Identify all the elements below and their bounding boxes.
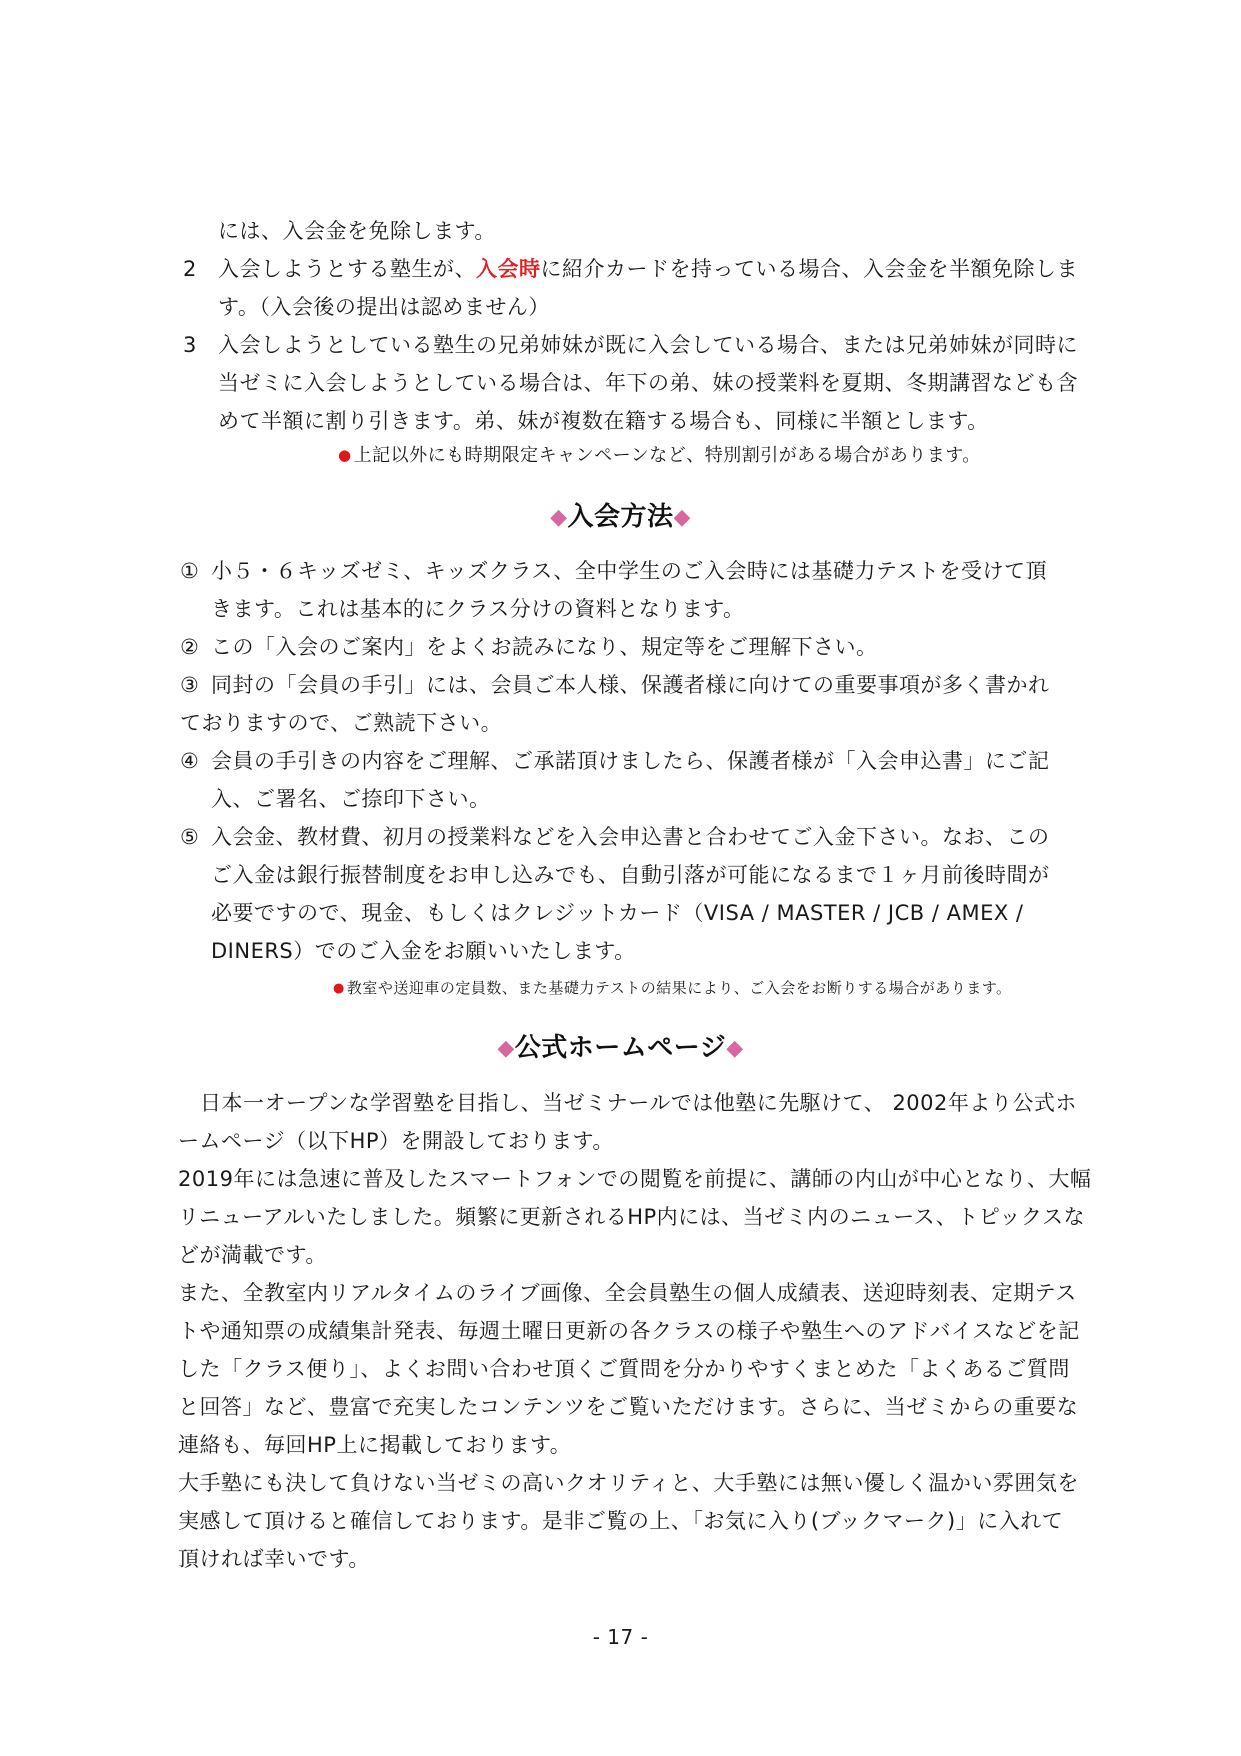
list-marker: ④ — [180, 749, 200, 773]
method-line: 入会金、教材費、初月の授業料などを入会申込書と合わせてご入金下さい。なお、この — [211, 825, 1050, 849]
list-marker: ③ — [180, 673, 200, 697]
note-text: 上記以外にも時期限定キャンペーンなど、特別割引がある場合があります。 — [353, 445, 981, 466]
list-number: 2 — [183, 257, 197, 281]
discount-note — [338, 442, 981, 470]
method-line: 小５・６キッズゼミ、キッズクラス、全中学生のご入会時には基礎力テストを受けて頂 — [211, 559, 1047, 583]
method-line: ておりますので、ご熟読下さい。 — [180, 711, 503, 735]
hp-line: 2019年には急速に普及したスマートフォンでの閲覧を前提に、講師の内山が中心となり、大幅 — [178, 1167, 1092, 1191]
method-line: 入、ご署名、ご捺印下さい。 — [211, 787, 491, 811]
hp-line: どが満載です。 — [178, 1243, 327, 1267]
list-marker: ⑤ — [180, 825, 200, 849]
bullet-icon: ● — [333, 981, 345, 996]
hp-line: リニューアルいたしました。頻繁に更新されるHP内には、当ゼミ内のニュース、トピックスな — [178, 1205, 1086, 1229]
page-number: - 17 - — [592, 1625, 649, 1649]
discount-text: 入会しようとする塾生が、 — [218, 257, 476, 281]
heading-text: 入会方法 — [567, 502, 674, 532]
list-marker: ② — [180, 635, 200, 659]
discount-line: には、入会金を免除します。 — [218, 219, 496, 243]
bullet-icon: ● — [338, 446, 352, 464]
section-heading-hp — [0, 1028, 1241, 1070]
discount-line: す。（入会後の提出は認めません） — [218, 295, 550, 319]
discount-text: に紹介カードを持っている場合、入会金を半額免除しま — [540, 257, 1078, 281]
hp-line: 大手塾にも決して負けない当ゼミの高いクオリティと、大手塾には無い優しく温かい雰囲気を — [178, 1471, 1079, 1495]
hp-line: 実感して頂けると確信しております。是非ご覧の上、「お気に入り(ブックマーク)」に入れて — [178, 1509, 1064, 1533]
discount-line — [218, 250, 1078, 288]
method-line: 同封の「会員の手引」には、会員ご本人様、保護者様に向けての重要事項が多く書かれ — [211, 673, 1050, 697]
hp-line: 連絡も、毎回HP上に掲載しております。 — [178, 1433, 572, 1457]
discount-line: 当ゼミに入会しようとしている場合は、年下の弟、妹の授業料を夏期、冬期講習なども含 — [218, 371, 1078, 395]
method-line: ご入金は銀行振替制度をお申し込みでも、自動引落が可能になるまで１ヶ月前後時間が — [211, 863, 1050, 887]
note-text: 教室や送迎車の定員数、また基礎力テストの結果により、ご入会をお断りする場合があります。 — [346, 979, 1012, 997]
list-marker: ① — [180, 559, 200, 583]
method-line: この「入会のご案内」をよくお読みになり、規定等をご理解下さい。 — [211, 635, 878, 659]
hp-line: ームページ（以下HP）を開設しております。 — [178, 1129, 614, 1153]
discount-line: 入会しようとしている塾生の兄弟姉妹が既に入会している場合、または兄弟姉妹が同時に — [218, 333, 1078, 357]
highlight-text: 入会時 — [476, 257, 541, 281]
hp-line: トや通知票の成績集計発表、毎週土曜日更新の各クラスの様子や塾生へのアドバイスなどを記 — [178, 1319, 1080, 1343]
hp-line: と回答」など、豊富で充実したコンテンツをご覧いただけます。さらに、当ゼミからの重要な — [178, 1395, 1079, 1419]
method-line: 必要ですので、現金、もしくはクレジットカード（VISA / MASTER / JCB / AMEX / — [211, 901, 1024, 925]
method-line: DINERS）でのご入金をお願いいたします。 — [211, 939, 636, 963]
diamond-icon: ◆ — [550, 505, 568, 530]
hp-line: した「クラス便り」、よくお問い合わせ頂くご質問を分かりやすくまとめた「よくあるご質問 — [178, 1357, 1070, 1381]
method-line: 会員の手引きの内容をご理解、ご承諾頂けましたら、保護者様が「入会申込書」にご記 — [211, 749, 1050, 773]
hp-line: 日本一オープンな学習塾を目指し、当ゼミナールでは他塾に先駆けて、 2002年より公式ホ — [200, 1091, 1077, 1115]
method-note — [333, 974, 1012, 1004]
method-line: きます。これは基本的にクラス分けの資料となります。 — [211, 597, 745, 621]
hp-line: また、全教室内リアルタイムのライブ画像、全会員塾生の個人成績表、送迎時刻表、定期テス — [178, 1281, 1077, 1305]
section-heading-method — [0, 497, 1241, 539]
diamond-icon: ◆ — [497, 1036, 515, 1061]
diamond-icon: ◆ — [726, 1036, 744, 1061]
heading-text: 公式ホームページ — [514, 1033, 727, 1063]
diamond-icon: ◆ — [673, 505, 691, 530]
hp-line: 頂ければ幸いです。 — [178, 1547, 370, 1571]
discount-line: めて半額に割り引きます。弟、妹が複数在籍する場合も、同様に半額とします。 — [218, 409, 989, 433]
list-number: 3 — [183, 333, 197, 357]
